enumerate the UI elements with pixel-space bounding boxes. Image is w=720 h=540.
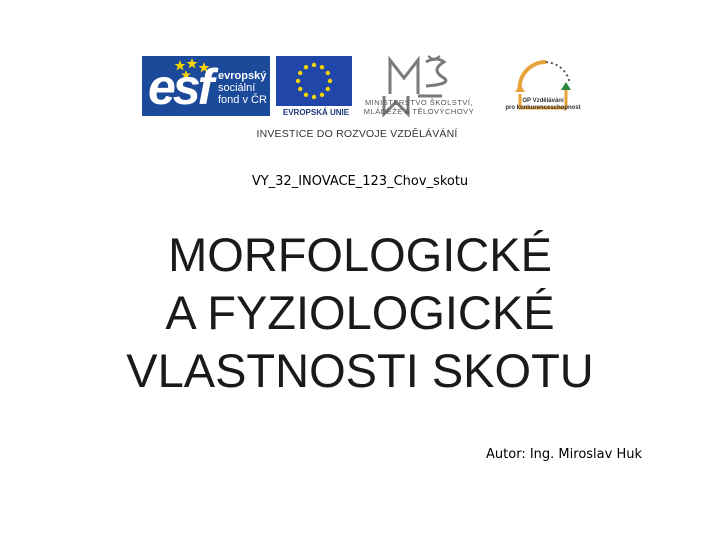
eu-flag [276,56,352,106]
material-code: VY_32_INOVACE_123_Chov_skotu [251,174,469,189]
msmt-caption-line-1: MINISTERSTVO ŠKOLSTVÍ, [364,98,474,107]
op-caption [494,98,592,112]
title-line-3: VLASTNOSTI SKOTU [126,344,594,397]
logo-banner [140,52,580,144]
esf-letters: esf [148,59,212,115]
esf-text [218,70,267,106]
op-caption-line-1: OP Vzdělávání [522,98,564,104]
esf-text-line-2: sociální [218,82,256,94]
title-line-1: MORFOLOGICKÉ [168,228,552,281]
op-caption-line-2: pro konkurenceschopnost [505,105,581,111]
msmt-caption-line-2: MLÁDEŽE A TĚLOVÝCHOVY [363,107,475,116]
esf-logo [142,56,270,116]
esf-text-line-3: fond v ČR [218,94,267,106]
investice-tagline: INVESTICE DO ROZVOJE VZDĚLÁVÁNÍ [256,128,458,140]
slide-title [0,226,720,400]
title-line-2: A FYZIOLOGICKÉ [165,286,555,339]
author-credit: Autor: Ing. Miroslav Huk [486,447,642,462]
esf-text-line-1: evropský [218,70,267,82]
eu-caption: EVROPSKÁ UNIE [282,108,350,117]
msmt-caption [354,98,484,116]
eu-stars-icon [276,56,352,106]
